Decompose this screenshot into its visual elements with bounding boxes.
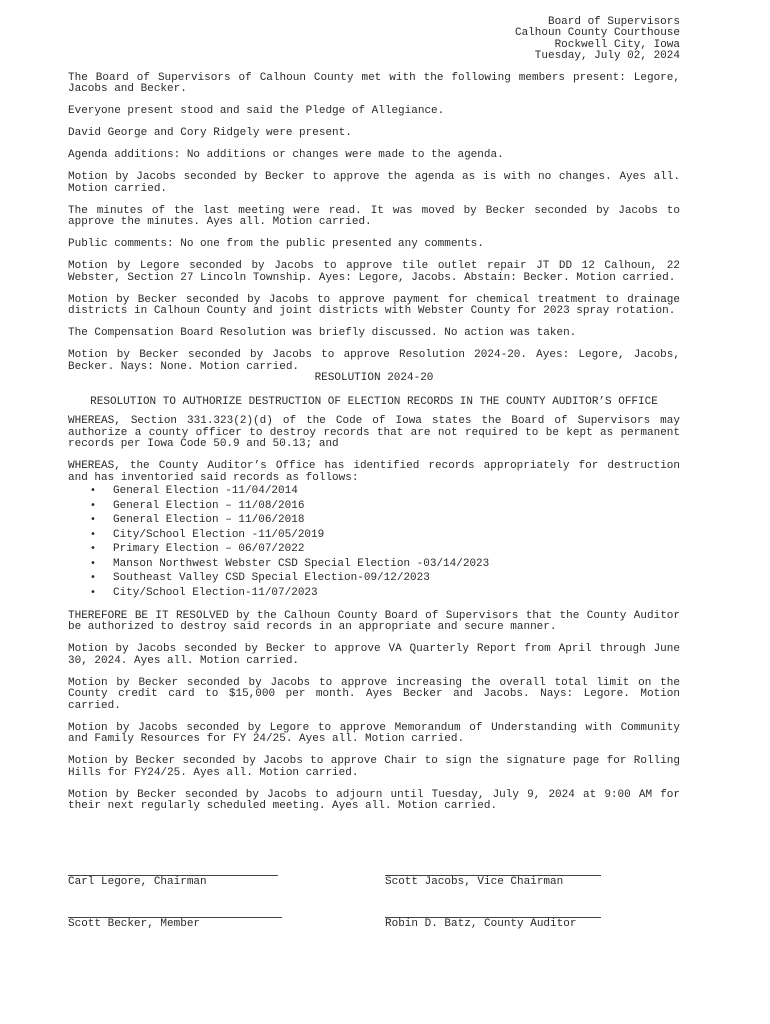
paragraph: Motion by Becker seconded by Jacobs to adjourn until Tuesday, July 9, 2024 at 9:00 AM for their next regularly scheduled meeting. Ayes all. Motion carried. bbox=[68, 788, 680, 813]
signature-block-member bbox=[68, 917, 282, 930]
paragraph: Motion by Jacobs seconded by Legore to approve Memorandum of Understanding with Community and Family Resources for FY 24/25. Ayes all. Motion carried. bbox=[68, 721, 680, 746]
records-list bbox=[68, 484, 680, 600]
whereas-clause: WHEREAS, the County Auditor’s Office has identified records appropriately for destruction and has inventoried said records as follows: bbox=[68, 460, 680, 484]
resolution-number: RESOLUTION 2024-20 bbox=[314, 372, 434, 385]
list-item: • Southeast Valley CSD Special Election-09/12/2023 bbox=[68, 571, 680, 586]
header-line: Tuesday, July 02, 2024 bbox=[534, 50, 680, 63]
whereas-clause: WHEREAS, Section 331.323(2)(d) of the Code of Iowa states the Board of Supervisors may authorize a county officer to destroy records that are not required to be kept as permanent records per Iowa Code 50.9 and 50.13; and bbox=[68, 415, 680, 451]
header-line: Board of Supervisors bbox=[547, 16, 680, 28]
signature-block-chairman bbox=[68, 875, 278, 888]
signature-label: Scott Jacobs, Vice Chairman bbox=[385, 876, 564, 888]
paragraph: David George and Cory Ridgely were present. bbox=[68, 127, 352, 140]
signature-label: Scott Becker, Member bbox=[68, 918, 201, 930]
paragraph: Motion by Becker seconded by Jacobs to approve payment for chemical treatment to drainage districts in Calhoun County and joint districts with Webster County for 2023 spray rotation. bbox=[68, 293, 680, 318]
paragraph: Public comments: No one from the public presented any comments. bbox=[68, 238, 484, 251]
therefore-clause: THEREFORE BE IT RESOLVED by the Calhoun County Board of Supervisors that the County Auditor be authorized to destroy said records in an appropriate and secure manner. bbox=[68, 609, 680, 634]
paragraph: Motion by Jacobs seconded by Becker to approve the agenda as is with no changes. Ayes all. Motion carried. bbox=[68, 171, 680, 195]
paragraph: The Compensation Board Resolution was briefly discussed. No action was taken. bbox=[68, 327, 577, 340]
paragraph: The minutes of the last meeting were read. It was moved by Becker seconded by Jacobs to approve the minutes. Ayes all. Motion carried. bbox=[68, 204, 680, 229]
list-item: • General Election – 11/06/2018 bbox=[68, 513, 680, 528]
minutes-document bbox=[68, 17, 680, 823]
paragraph: Agenda additions: No additions or changes were made to the agenda. bbox=[68, 149, 504, 162]
resolution-motion: Motion by Becker seconded by Jacobs to approve Resolution 2024-20. Ayes: Legore, Jacobs, Becker. Nays: None. Motion carried. bbox=[68, 349, 680, 373]
list-item: • General Election -11/04/2014 bbox=[68, 484, 680, 499]
signature-block-auditor bbox=[385, 917, 601, 930]
signature-label: Robin D. Batz, County Auditor bbox=[385, 918, 577, 930]
paragraph: Motion by Becker seconded by Jacobs to approve Chair to sign the signature page for Rolling Hills for FY24/25. Ayes all. Motion carried. bbox=[68, 755, 680, 779]
paragraph: Motion by Legore seconded by Jacobs to approve tile outlet repair JT DD 12 Calhoun, 22 Webster, Section 27 Lincoln Township. Ayes: Legore, Jacobs. Abstain: Becker. Motion carried. bbox=[68, 260, 680, 284]
document-header bbox=[68, 17, 680, 63]
resolution-heading: RESOLUTION TO AUTHORIZE DESTRUCTION OF ELECTION RECORDS IN THE COUNTY AUDITOR’S OFFICE bbox=[90, 395, 658, 408]
list-item: • Primary Election – 06/07/2022 bbox=[68, 542, 680, 557]
list-item: • Manson Northwest Webster CSD Special Election -03/14/2023 bbox=[68, 557, 680, 572]
header-line: Rockwell City, Iowa bbox=[554, 38, 680, 51]
list-item: • General Election – 11/08/2016 bbox=[68, 499, 680, 514]
paragraph: Motion by Jacobs seconded by Becker to approve VA Quarterly Report from April through June 30, 2024. Ayes all. Motion carried. bbox=[68, 643, 680, 667]
paragraph: Everyone present stood and said the Pledge of Allegiance. bbox=[68, 105, 445, 118]
signature-block-vice-chairman bbox=[385, 875, 601, 888]
list-item: • City/School Election -11/05/2019 bbox=[68, 528, 680, 543]
paragraph: Motion by Becker seconded by Jacobs to approve increasing the overall total limit on the County credit card to $15,000 per month. Ayes Becker and Jacobs. Nays: Legore. Motion carried. bbox=[68, 676, 680, 712]
header-line: Calhoun County Courthouse bbox=[514, 27, 680, 40]
signature-label: Carl Legore, Chairman bbox=[68, 876, 207, 888]
list-item: • City/School Election-11/07/2023 bbox=[68, 586, 680, 601]
paragraph: The Board of Supervisors of Calhoun County met with the following members present: Legore, Jacobs and Becker. bbox=[68, 71, 680, 96]
